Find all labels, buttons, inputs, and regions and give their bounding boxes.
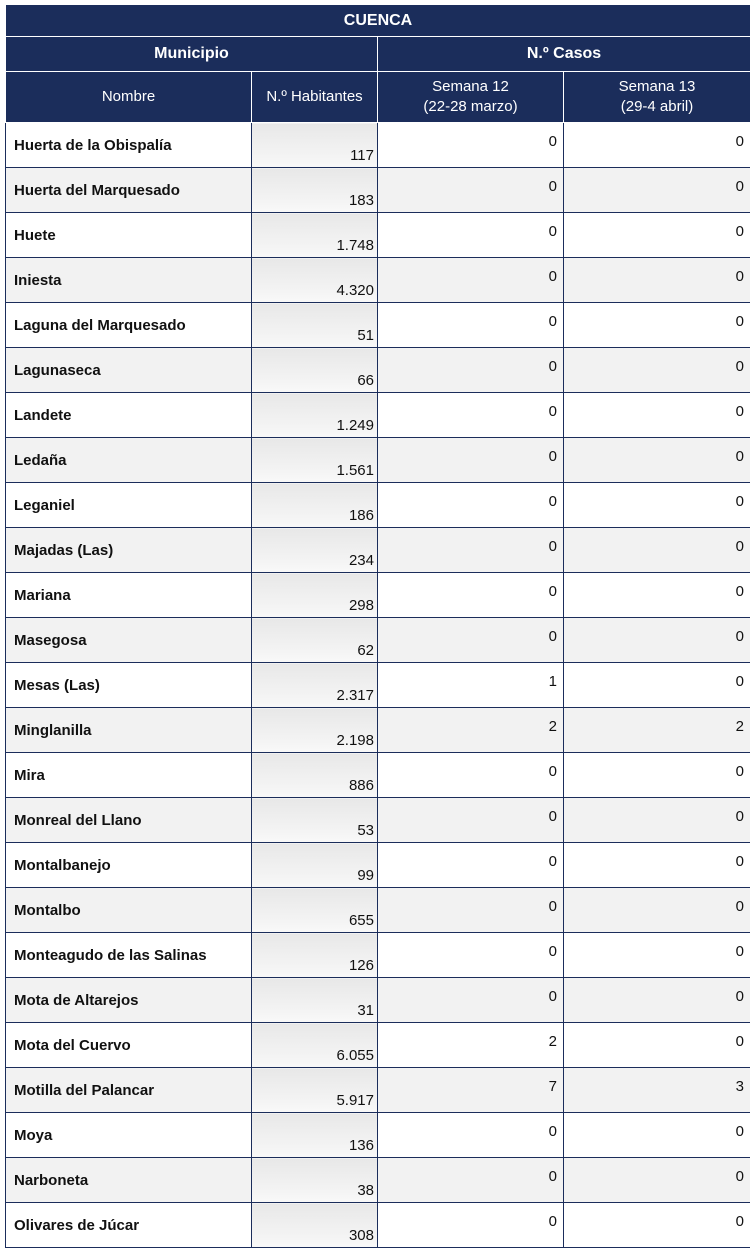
semana12-cases-cell: 0 xyxy=(378,933,564,978)
table-row xyxy=(6,798,750,843)
semana12-cases-cell: 0 xyxy=(378,1203,564,1248)
table-row xyxy=(6,483,750,528)
habitantes-cell: 2.198 xyxy=(252,708,378,753)
table-row xyxy=(6,1023,750,1068)
municipio-name-cell: Minglanilla xyxy=(6,708,252,753)
semana13-cases-cell: 0 xyxy=(564,1203,750,1248)
municipio-name-cell: Mariana xyxy=(6,573,252,618)
habitantes-cell: 1.748 xyxy=(252,213,378,258)
table-row xyxy=(6,663,750,708)
table-row xyxy=(6,618,750,663)
habitantes-cell: 4.320 xyxy=(252,258,378,303)
semana13-cases-cell: 0 xyxy=(564,168,750,213)
municipio-header: Municipio xyxy=(6,37,378,72)
semana12-cases-cell: 2 xyxy=(378,1023,564,1068)
semana12-cases-cell: 0 xyxy=(378,393,564,438)
semana12-cases-cell: 0 xyxy=(378,303,564,348)
semana13-cases-cell: 0 xyxy=(564,618,750,663)
table-row xyxy=(6,843,750,888)
semana13-cases-cell: 0 xyxy=(564,438,750,483)
table-row xyxy=(6,348,750,393)
habitantes-header: N.º Habitantes xyxy=(252,72,378,123)
table-row xyxy=(6,708,750,753)
municipio-name-cell: Mota del Cuervo xyxy=(6,1023,252,1068)
municipio-name-cell: Montalbanejo xyxy=(6,843,252,888)
municipio-name-cell: Landete xyxy=(6,393,252,438)
semana13-cases-cell: 0 xyxy=(564,843,750,888)
municipio-name-cell: Majadas (Las) xyxy=(6,528,252,573)
habitantes-cell: 99 xyxy=(252,843,378,888)
table-row xyxy=(6,123,750,168)
semana13-cases-cell: 3 xyxy=(564,1068,750,1113)
municipio-name-cell: Iniesta xyxy=(6,258,252,303)
municipio-name-cell: Huerta del Marquesado xyxy=(6,168,252,213)
habitantes-cell: 51 xyxy=(252,303,378,348)
semana12-cases-cell: 0 xyxy=(378,123,564,168)
habitantes-cell: 5.917 xyxy=(252,1068,378,1113)
semana12-cases-cell: 0 xyxy=(378,528,564,573)
semana12-cases-cell: 7 xyxy=(378,1068,564,1113)
semana13-cases-cell: 0 xyxy=(564,753,750,798)
habitantes-cell: 117 xyxy=(252,123,378,168)
semana13-cases-cell: 0 xyxy=(564,528,750,573)
municipio-name-cell: Narboneta xyxy=(6,1158,252,1203)
table-row xyxy=(6,258,750,303)
semana13-cases-cell: 0 xyxy=(564,393,750,438)
semana13-cases-cell: 0 xyxy=(564,123,750,168)
semana13-cases-cell: 0 xyxy=(564,978,750,1023)
semana12-cases-cell: 0 xyxy=(378,618,564,663)
cases-table xyxy=(5,4,750,1248)
habitantes-cell: 66 xyxy=(252,348,378,393)
habitantes-cell: 62 xyxy=(252,618,378,663)
habitantes-cell: 136 xyxy=(252,1113,378,1158)
table-row xyxy=(6,168,750,213)
semana13-range: (29-4 abril) xyxy=(564,97,750,117)
table-row xyxy=(6,303,750,348)
municipio-name-cell: Leganiel xyxy=(6,483,252,528)
semana12-cases-cell: 0 xyxy=(378,1113,564,1158)
habitantes-cell: 2.317 xyxy=(252,663,378,708)
habitantes-cell: 234 xyxy=(252,528,378,573)
semana13-cases-cell: 0 xyxy=(564,1113,750,1158)
semana13-cases-cell: 0 xyxy=(564,888,750,933)
semana13-cases-cell: 2 xyxy=(564,708,750,753)
habitantes-cell: 308 xyxy=(252,1203,378,1248)
semana12-cases-cell: 0 xyxy=(378,573,564,618)
municipio-name-cell: Masegosa xyxy=(6,618,252,663)
municipio-name-cell: Montalbo xyxy=(6,888,252,933)
municipio-name-cell: Lagunaseca xyxy=(6,348,252,393)
table-row xyxy=(6,1203,750,1248)
page xyxy=(0,4,750,1048)
municipio-name-cell: Monreal del Llano xyxy=(6,798,252,843)
semana12-cases-cell: 0 xyxy=(378,1158,564,1203)
semana12-cases-cell: 0 xyxy=(378,798,564,843)
semana12-cases-cell: 0 xyxy=(378,753,564,798)
semana13-cases-cell: 0 xyxy=(564,1023,750,1068)
habitantes-cell: 655 xyxy=(252,888,378,933)
nombre-header: Nombre xyxy=(6,72,252,123)
semana12-cases-cell: 0 xyxy=(378,978,564,1023)
table-row xyxy=(6,573,750,618)
habitantes-cell: 53 xyxy=(252,798,378,843)
semana13-cases-cell: 0 xyxy=(564,258,750,303)
table-row xyxy=(6,393,750,438)
semana12-cases-cell: 1 xyxy=(378,663,564,708)
habitantes-cell: 1.249 xyxy=(252,393,378,438)
semana12-label: Semana 12 xyxy=(378,77,563,97)
semana12-range: (22-28 marzo) xyxy=(378,97,563,117)
habitantes-cell: 886 xyxy=(252,753,378,798)
semana12-cases-cell: 0 xyxy=(378,258,564,303)
semana13-cases-cell: 0 xyxy=(564,573,750,618)
habitantes-cell: 31 xyxy=(252,978,378,1023)
habitantes-cell: 38 xyxy=(252,1158,378,1203)
table-row xyxy=(6,933,750,978)
semana13-label: Semana 13 xyxy=(564,77,750,97)
semana12-cases-cell: 0 xyxy=(378,213,564,258)
municipio-name-cell: Mira xyxy=(6,753,252,798)
semana13-cases-cell: 0 xyxy=(564,663,750,708)
semana13-cases-cell: 0 xyxy=(564,798,750,843)
semana12-cases-cell: 0 xyxy=(378,168,564,213)
casos-header: N.º Casos xyxy=(378,37,750,72)
table-row xyxy=(6,1158,750,1203)
habitantes-cell: 298 xyxy=(252,573,378,618)
habitantes-cell: 186 xyxy=(252,483,378,528)
habitantes-cell: 183 xyxy=(252,168,378,213)
municipio-name-cell: Monteagudo de las Salinas xyxy=(6,933,252,978)
municipio-name-cell: Motilla del Palancar xyxy=(6,1068,252,1113)
semana12-cases-cell: 0 xyxy=(378,483,564,528)
semana12-cases-cell: 0 xyxy=(378,888,564,933)
municipio-name-cell: Huerta de la Obispalía xyxy=(6,123,252,168)
municipio-name-cell: Ledaña xyxy=(6,438,252,483)
table-row xyxy=(6,888,750,933)
semana13-cases-cell: 0 xyxy=(564,348,750,393)
municipio-name-cell: Olivares de Júcar xyxy=(6,1203,252,1248)
habitantes-cell: 1.561 xyxy=(252,438,378,483)
table-row xyxy=(6,213,750,258)
table-row xyxy=(6,528,750,573)
semana13-cases-cell: 0 xyxy=(564,933,750,978)
semana13-cases-cell: 0 xyxy=(564,303,750,348)
table-row xyxy=(6,978,750,1023)
semana12-cases-cell: 2 xyxy=(378,708,564,753)
municipio-name-cell: Moya xyxy=(6,1113,252,1158)
semana13-cases-cell: 0 xyxy=(564,1158,750,1203)
semana12-header xyxy=(378,72,564,123)
table-row xyxy=(6,438,750,483)
table-body xyxy=(6,123,750,1248)
municipio-name-cell: Huete xyxy=(6,213,252,258)
semana13-cases-cell: 0 xyxy=(564,483,750,528)
table-row xyxy=(6,1113,750,1158)
semana12-cases-cell: 0 xyxy=(378,438,564,483)
semana13-header xyxy=(564,72,750,123)
semana12-cases-cell: 0 xyxy=(378,843,564,888)
table-title: CUENCA xyxy=(6,5,750,37)
habitantes-cell: 6.055 xyxy=(252,1023,378,1068)
municipio-name-cell: Laguna del Marquesado xyxy=(6,303,252,348)
semana13-cases-cell: 0 xyxy=(564,213,750,258)
table-row xyxy=(6,1068,750,1113)
semana12-cases-cell: 0 xyxy=(378,348,564,393)
municipio-name-cell: Mota de Altarejos xyxy=(6,978,252,1023)
municipio-name-cell: Mesas (Las) xyxy=(6,663,252,708)
habitantes-cell: 126 xyxy=(252,933,378,978)
table-row xyxy=(6,753,750,798)
